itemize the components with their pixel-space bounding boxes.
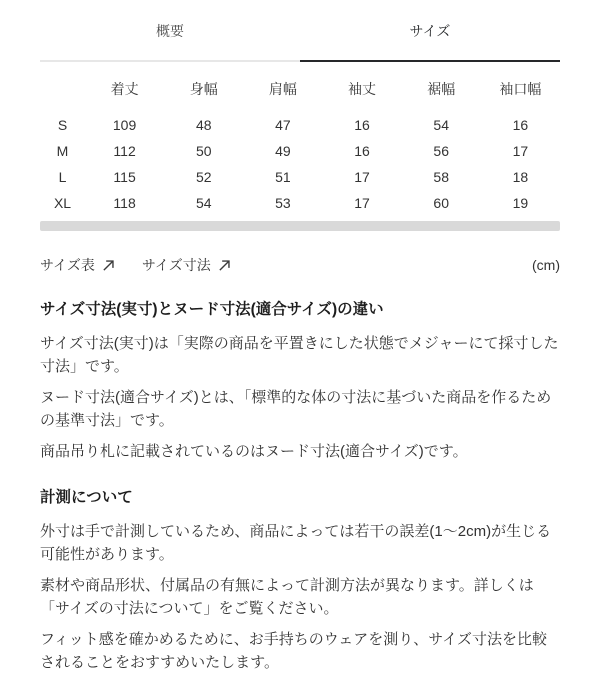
value-cell: 48 xyxy=(195,117,212,133)
size-dimensions-link-label: サイズ寸法 xyxy=(141,257,211,273)
table-row-l xyxy=(40,164,560,190)
size-panel xyxy=(0,21,600,674)
section-size-definitions xyxy=(40,300,560,463)
tab-size[interactable]: サイズ xyxy=(300,21,560,62)
value-cell: 18 xyxy=(512,169,529,185)
value-cell: 109 xyxy=(112,117,137,133)
value-cell: 17 xyxy=(354,169,370,185)
table-header-sleeve-length: 袖丈 xyxy=(348,81,377,97)
external-link-icon xyxy=(102,259,115,272)
size-table xyxy=(40,79,560,216)
value-cell: 60 xyxy=(433,195,449,211)
table-header-row xyxy=(40,79,560,112)
table-header-empty xyxy=(40,79,85,112)
size-chart-link[interactable] xyxy=(40,255,115,275)
value-cell: 118 xyxy=(113,195,136,211)
value-cell: 16 xyxy=(354,117,370,133)
section-paragraph: サイズ寸法(実寸)は「実際の商品を平置きにした状態でメジャーにて採寸した寸法」です。 xyxy=(40,335,559,375)
size-label: L xyxy=(58,169,67,185)
value-cell: 19 xyxy=(512,195,529,211)
value-cell: 47 xyxy=(275,117,291,133)
table-row-xl xyxy=(40,190,560,216)
table-horizontal-scrollbar[interactable] xyxy=(40,221,560,231)
table-row-s xyxy=(40,112,560,138)
value-cell: 53 xyxy=(275,195,291,211)
table-header-cuff-width: 袖口幅 xyxy=(499,81,542,97)
size-label: XL xyxy=(53,195,72,211)
value-cell: 50 xyxy=(195,143,212,159)
size-dimensions-link[interactable] xyxy=(142,255,231,275)
section-heading: 計測について xyxy=(40,489,133,506)
value-cell: 52 xyxy=(195,169,212,185)
section-measurement-notes xyxy=(40,488,560,674)
section-paragraph: 外寸は手で計測しているため、商品によっては若干の誤差(1〜2cm)が生じる可能性があります。 xyxy=(40,523,552,563)
value-cell: 115 xyxy=(113,169,136,185)
size-label: M xyxy=(56,143,69,159)
value-cell: 58 xyxy=(433,169,449,185)
links-row xyxy=(40,255,560,275)
table-row-m xyxy=(40,138,560,164)
tab-bar xyxy=(40,21,560,62)
value-cell: 56 xyxy=(433,143,449,159)
external-link-icon xyxy=(218,259,231,272)
value-cell: 16 xyxy=(512,117,529,133)
value-cell: 112 xyxy=(113,143,136,159)
value-cell: 17 xyxy=(354,195,370,211)
section-heading: サイズ寸法(実寸)とヌード寸法(適合サイズ)の違い xyxy=(40,301,384,318)
table-header-shoulder-width: 肩幅 xyxy=(268,81,297,97)
section-paragraph: 商品吊り札に記載されているのはヌード寸法(適合サイズ)です。 xyxy=(40,443,468,460)
section-paragraph: 素材や商品形状、付属品の有無によって計測方法が異なります。詳しくは「サイズの寸法について」をご覧ください。 xyxy=(40,577,534,617)
value-cell: 16 xyxy=(354,143,370,159)
section-paragraph: ヌード寸法(適合サイズ)とは、「標準的な体の寸法に基づいた商品を作るための基準寸法」です。 xyxy=(40,389,552,429)
section-paragraph: フィット感を確かめるために、お手持ちのウェアを測り、サイズ寸法を比較されることをおすすめいたします。 xyxy=(40,631,548,671)
value-cell: 54 xyxy=(433,117,449,133)
table-header-hem-width: 裾幅 xyxy=(427,81,456,97)
value-cell: 17 xyxy=(512,143,529,159)
table-header-length: 着丈 xyxy=(110,81,139,97)
size-chart-link-label: サイズ表 xyxy=(40,257,95,273)
value-cell: 54 xyxy=(195,195,212,211)
table-header-body-width: 身幅 xyxy=(189,81,218,97)
value-cell: 49 xyxy=(275,143,291,159)
size-label: S xyxy=(57,117,68,133)
value-cell: 51 xyxy=(275,169,291,185)
tab-overview[interactable]: 概要 xyxy=(40,21,300,62)
unit-label: (cm) xyxy=(532,257,560,273)
